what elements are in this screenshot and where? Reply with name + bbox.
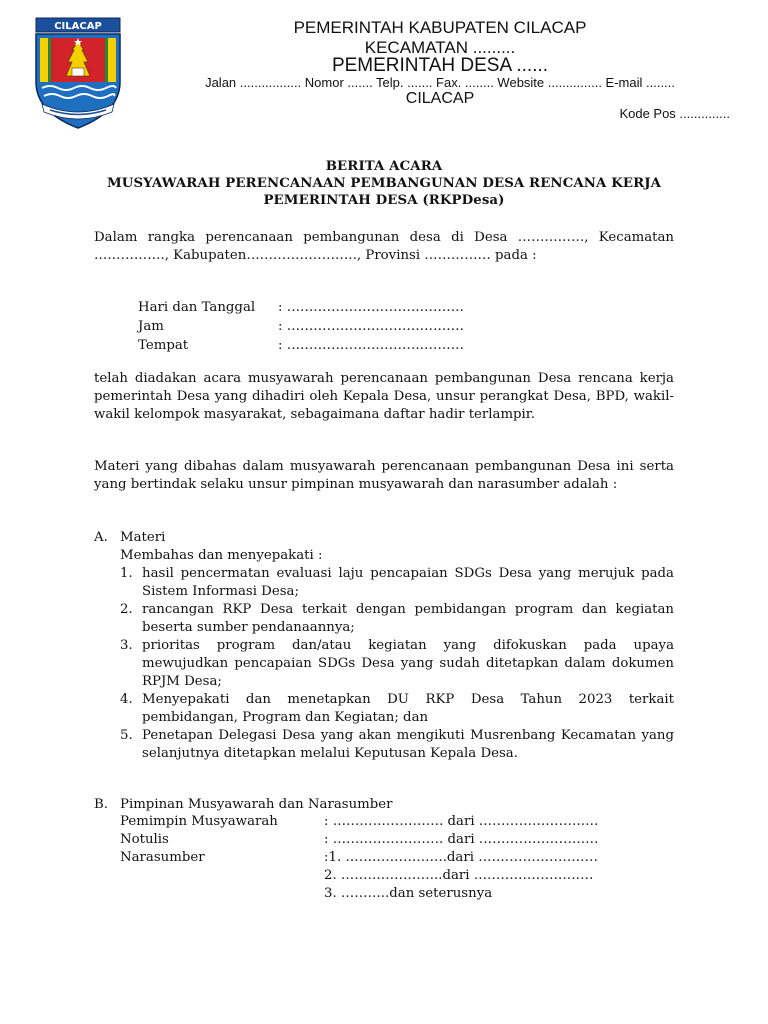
leader-value: 2. …………………..dari ……………………… [324,868,594,883]
list-item [120,691,674,727]
leader-value: : ……………………. dari ……………………… [324,814,599,829]
header-village: PEMERINTAH DESA ...... [331,55,549,76]
material-paragraph: Materi yang dibahas dalam musyawarah perencanaan pembangunan Desa ini serta yang bertindak selaku unsur pimpinan musyawarah dan narasumber adalah : [94,459,674,492]
list-item [120,637,674,691]
header-city: CILACAP [405,90,475,107]
doc-title: BERITA ACARA [325,159,443,174]
header-district: KECAMATAN ......... [364,38,516,57]
list-item-text: rancangan RKP Desa terkait dengan pembidangan program dan kegiatan beserta sumber pendanaannya; [142,602,674,635]
section-b-title: Pimpinan Musyawarah dan Narasumber [120,797,393,812]
list-item-text: hasil pencermatan evaluasi laju pencapaian SDGs Desa yang merujuk pada Sistem Informasi Desa; [142,566,674,599]
leader-value: : ……………………. dari ……………………… [324,832,599,847]
material-list [120,565,674,763]
leader-value: 3. ………..dan seterusnya [324,886,493,901]
list-item-text: Menyepakati dan menetapkan DU RKP Desa Tahun 2023 terkait pembidangan, Program dan Kegiatan; dan [142,692,674,725]
doc-subtitle-line1: MUSYAWARAH PERENCANAAN PEMBANGUNAN DESA RENCANA KERJA [106,176,662,191]
header-postal-code: Kode Pos .............. [619,106,730,121]
leader-label: Narasumber [120,850,205,865]
list-item-number: 3. [120,638,133,653]
info-label: Tempat [138,338,189,353]
info-label: Hari dan Tanggal [138,300,256,315]
header-regency: PEMERINTAH KABUPATEN CILACAP [293,18,587,37]
list-item-number: 5. [120,728,133,743]
cilacap-logo [32,16,124,132]
section-b-letter: B. [94,797,108,812]
info-value: : …………………………………. [278,338,464,353]
list-item [120,727,674,763]
list-item-number: 1. [120,566,133,581]
header-address: Jalan ................. Nomor ....... Telp. ....... Fax. ........ Website ............... E-mail ........ [205,75,675,90]
logo-banner-text: CILACAP [54,21,102,32]
doc-subtitle-line2: PEMERINTAH DESA (RKPDesa) [263,193,505,208]
section-a-subtitle: Membahas dan menyepakati : [120,548,323,563]
info-row-place [138,336,464,355]
info-row-date [138,298,464,317]
info-value: : …………………………………. [278,319,464,334]
intro-paragraph: Dalam rangka perencanaan pembangunan desa di Desa ……………, Kecamatan ……………., Kabupaten……………………., Provinsi …………… pada : [94,230,674,263]
section-a-title: Materi [120,530,166,545]
info-value: : …………………………………. [278,300,464,315]
list-item [120,601,674,637]
leader-label: Pemimpin Musyawarah [120,814,278,829]
list-item-number: 2. [120,602,133,617]
section-a-letter: A. [94,530,108,545]
leader-value: :1. …………………..dari ……………………… [324,850,598,865]
leader-label: Notulis [120,832,169,847]
list-item-text: Penetapan Delegasi Desa yang akan mengikuti Musrenbang Kecamatan yang selanjutnya ditetapkan melalui Keputusan Kepala Desa. [142,728,674,761]
attendance-paragraph: telah diadakan acara musyawarah perencanaan pembangunan Desa rencana kerja pemerintah Desa yang dihadiri oleh Kepala Desa, unsur perangkat Desa, BPD, wakil-wakil kelompok masyarakat, sebagaimana daftar hadir terlampir. [94,371,674,422]
list-item-number: 4. [120,692,133,707]
info-row-time [138,317,464,336]
list-item-text: prioritas program dan/atau kegiatan yang difokuskan pada upaya mewujudkan pencapaian SDGs Desa yang sudah ditetapkan dalam dokumen RPJM Desa; [142,638,674,689]
info-label: Jam [138,319,164,334]
list-item [120,565,674,601]
